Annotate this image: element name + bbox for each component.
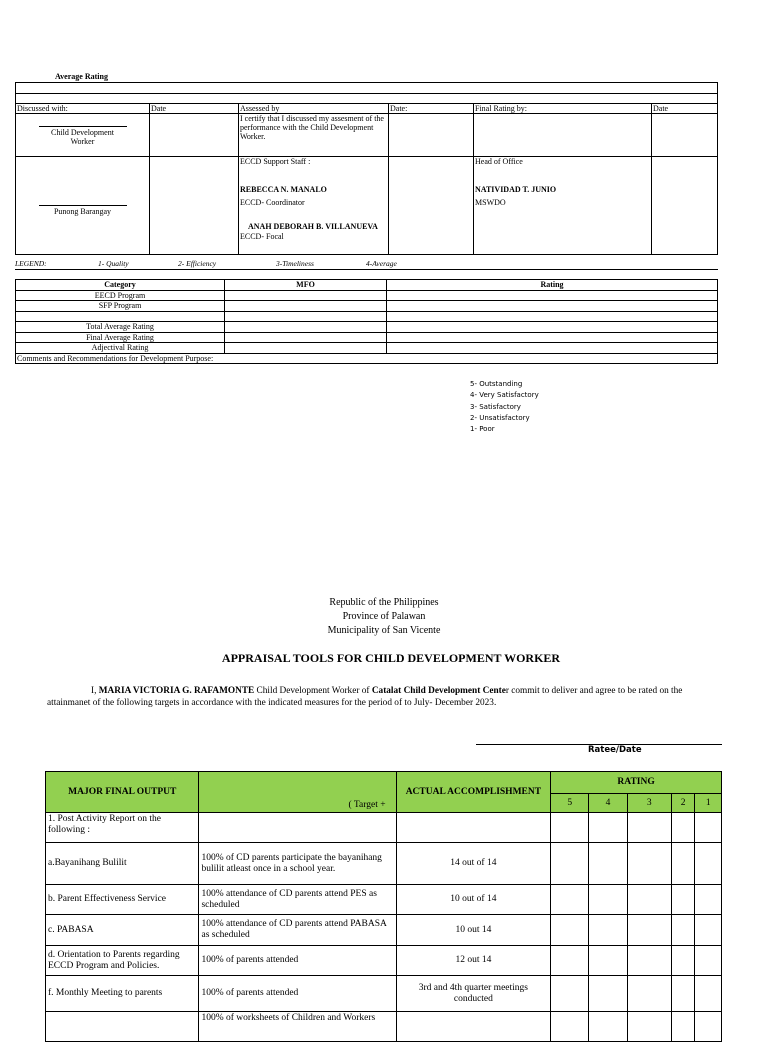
empty-cell — [652, 157, 718, 255]
legend-item: 2- Efficiency — [178, 259, 217, 268]
mfo-cell — [46, 1012, 199, 1042]
final-rating-by-label: Final Rating by: — [474, 104, 652, 114]
focal-role: ECCD- Focal — [240, 232, 284, 241]
mfo-cell: a.Bayanihang Bulilit — [46, 843, 199, 885]
empty-cell — [387, 290, 718, 301]
rating-cell[interactable] — [695, 1012, 722, 1042]
rating-cell[interactable] — [589, 885, 627, 915]
table-row — [46, 946, 722, 976]
category-row: SFP Program — [16, 301, 225, 312]
rating-cell[interactable] — [627, 1012, 671, 1042]
comments-label: Comments and Recommendations for Development Purpose: — [16, 353, 718, 364]
rating-cell[interactable] — [627, 843, 671, 885]
empty-cell — [225, 322, 387, 333]
category-row: Final Average Rating — [16, 332, 225, 343]
actual-cell — [396, 1012, 551, 1042]
average-rating-label: Average Rating — [55, 72, 108, 81]
score-header: 5 — [551, 794, 589, 813]
rating-cell[interactable] — [627, 885, 671, 915]
assessed-by-label: Assessed by — [239, 104, 389, 114]
category-row: Total Average Rating — [16, 322, 225, 333]
rating-header: Rating — [387, 280, 718, 291]
head-name: NATIVIDAD T. JUNIO — [475, 185, 557, 194]
center-name: Catalat Child Development Cente — [371, 686, 506, 696]
empty-cell — [387, 311, 718, 322]
scale-item: 4- Very Satisfactory — [470, 391, 539, 400]
scale-item: 1- Poor — [470, 425, 495, 434]
scale-item: 3- Satisfactory — [470, 402, 521, 411]
rating-cell[interactable] — [695, 885, 722, 915]
scale-item: 2- Unsatisfactory — [470, 413, 530, 422]
rating-cell[interactable] — [695, 976, 722, 1012]
commitment-paragraph — [47, 685, 727, 709]
header-line: Republic of the Philippines — [329, 597, 439, 608]
commit-post: r commit to deliver and agree to be rated on the attainmanet of the following targets in accordance with the indicated measures for the period of to July- December 2023. — [47, 686, 683, 708]
page-title: APPRAISAL TOOLS FOR CHILD DEVELOPMENT WORKER — [221, 651, 561, 665]
empty-cell — [387, 332, 718, 343]
target-cell: 100% of worksheets of Children and Workers — [199, 1012, 396, 1042]
rating-cell[interactable] — [589, 813, 627, 843]
date-label: Date: — [389, 104, 474, 114]
target-cell: 100% attendance of CD parents attend PABASA as scheduled — [199, 915, 396, 946]
rating-cell[interactable] — [589, 946, 627, 976]
legend-item: 1- Quality — [98, 259, 129, 268]
ratee-date-label: Ratee/Date — [588, 745, 642, 755]
spacer-cell — [16, 94, 718, 104]
mfo-cell: 1. Post Activity Report on the following : — [46, 813, 199, 843]
rating-header: RATING — [551, 772, 722, 794]
rating-cell[interactable] — [551, 946, 589, 976]
head-office-cell — [474, 157, 652, 255]
category-row: EECD Program — [16, 290, 225, 301]
cdw-signature-cell — [16, 114, 150, 157]
rating-cell[interactable] — [627, 946, 671, 976]
table-row — [46, 843, 722, 885]
legend-item: 3-Timeliness — [276, 259, 314, 268]
certify-text: I certify that I discussed my assesment of the performance with the Child Development Worker. — [239, 114, 389, 157]
table-row — [46, 915, 722, 946]
scale-item: 5- Outstanding — [470, 380, 523, 388]
date-label: Date — [150, 104, 239, 114]
actual-cell: 12 out 14 — [396, 946, 551, 976]
rating-cell[interactable] — [671, 885, 695, 915]
rating-cell[interactable] — [695, 946, 722, 976]
empty-cell — [474, 114, 652, 157]
rating-cell[interactable] — [551, 843, 589, 885]
target-header: ( Target + — [199, 772, 396, 813]
rating-cell[interactable] — [551, 1012, 589, 1042]
cdw-label: Child Development Worker — [39, 126, 127, 146]
empty-cell — [225, 343, 387, 354]
rating-cell[interactable] — [695, 813, 722, 843]
target-cell: 100% attendance of CD parents attend PES as scheduled — [199, 885, 396, 915]
rating-cell[interactable] — [589, 976, 627, 1012]
legend — [15, 258, 718, 270]
rating-cell[interactable] — [671, 976, 695, 1012]
rating-scale — [470, 379, 539, 435]
rating-cell[interactable] — [695, 915, 722, 946]
head-role: MSWDO — [475, 198, 506, 207]
rating-cell[interactable] — [671, 1012, 695, 1042]
head-office-label: Head of Office — [475, 157, 523, 166]
mfo-header: MFO — [225, 280, 387, 291]
empty-cell — [225, 290, 387, 301]
rating-cell[interactable] — [589, 843, 627, 885]
rating-cell[interactable] — [627, 915, 671, 946]
rating-cell[interactable] — [627, 976, 671, 1012]
worker-name: MARIA VICTORIA G. RAFAMONTE — [98, 686, 255, 696]
actual-cell: 10 out 14 — [396, 915, 551, 946]
header-line: Province of Palawan — [342, 611, 426, 622]
eccd-support-label: ECCD Support Staff : — [240, 157, 311, 166]
rating-cell[interactable] — [671, 946, 695, 976]
actual-cell: 10 out of 14 — [396, 885, 551, 915]
rating-cell[interactable] — [695, 843, 722, 885]
table-row — [46, 976, 722, 1012]
category-row — [16, 311, 225, 322]
rating-cell[interactable] — [551, 885, 589, 915]
rating-cell[interactable] — [671, 915, 695, 946]
rating-cell[interactable] — [627, 813, 671, 843]
actual-cell: 3rd and 4th quarter meetings conducted — [396, 976, 551, 1012]
empty-cell — [389, 114, 474, 157]
focal-name: ANAH DEBORAH B. VILLANUEVA — [248, 222, 378, 231]
rating-cell[interactable] — [589, 915, 627, 946]
average-rating-cell — [16, 83, 718, 94]
empty-cell — [389, 157, 474, 255]
mfo-cell: d. Orientation to Parents regarding ECCD Program and Policies. — [46, 946, 199, 976]
signature-table — [15, 82, 718, 255]
category-table — [15, 279, 718, 364]
empty-cell — [225, 332, 387, 343]
empty-cell — [387, 343, 718, 354]
table-row — [46, 1012, 722, 1042]
score-header: 3 — [627, 794, 671, 813]
target-cell: 100% of CD parents participate the bayanihang bulilit atleast once in a school year. — [199, 843, 396, 885]
target-cell: 100% of parents attended — [199, 976, 396, 1012]
rating-cell[interactable] — [589, 1012, 627, 1042]
punong-barangay-label: Punong Barangay — [39, 205, 127, 216]
mfo-cell: f. Monthly Meeting to parents — [46, 976, 199, 1012]
rating-cell[interactable] — [551, 976, 589, 1012]
mfo-cell: b. Parent Effectiveness Service — [46, 885, 199, 915]
score-header: 2 — [671, 794, 695, 813]
category-row: Adjectival Rating — [16, 343, 225, 354]
commit-mid: Child Development Worker of — [254, 686, 372, 696]
empty-cell — [387, 322, 718, 333]
actual-cell — [396, 813, 551, 843]
table-row — [46, 885, 722, 915]
target-cell: 100% of parents attended — [199, 946, 396, 976]
punong-signature-cell — [16, 157, 150, 255]
empty-cell — [225, 301, 387, 312]
rating-cell[interactable] — [671, 843, 695, 885]
table-row — [46, 813, 722, 843]
empty-cell — [150, 157, 239, 255]
empty-cell — [652, 114, 718, 157]
empty-cell — [225, 311, 387, 322]
mfo-cell: c. PABASA — [46, 915, 199, 946]
commit-pre: I, — [91, 686, 99, 696]
legend-item: 4-Average — [366, 259, 397, 268]
empty-cell — [150, 114, 239, 157]
appraisal-table — [45, 771, 722, 1042]
eccd-staff-cell — [239, 157, 389, 255]
coordinator-name: REBECCA N. MANALO — [240, 185, 327, 194]
coordinator-role: ECCD- Coordinator — [240, 198, 305, 207]
actual-header: ACTUAL ACCOMPLISHMENT — [396, 772, 551, 813]
date-label: Date — [652, 104, 718, 114]
category-header: Category — [16, 280, 225, 291]
rating-cell[interactable] — [671, 813, 695, 843]
actual-cell: 14 out of 14 — [396, 843, 551, 885]
target-cell — [199, 813, 396, 843]
score-header: 1 — [695, 794, 722, 813]
discussed-with-label: Discussed with: — [16, 104, 150, 114]
rating-cell[interactable] — [551, 915, 589, 946]
mfo-header: MAJOR FINAL OUTPUT — [46, 772, 199, 813]
legend-label: LEGEND: — [15, 259, 47, 268]
empty-cell — [387, 301, 718, 312]
header-line: Municipality of San Vicente — [327, 625, 441, 636]
score-header: 4 — [589, 794, 627, 813]
rating-cell[interactable] — [551, 813, 589, 843]
